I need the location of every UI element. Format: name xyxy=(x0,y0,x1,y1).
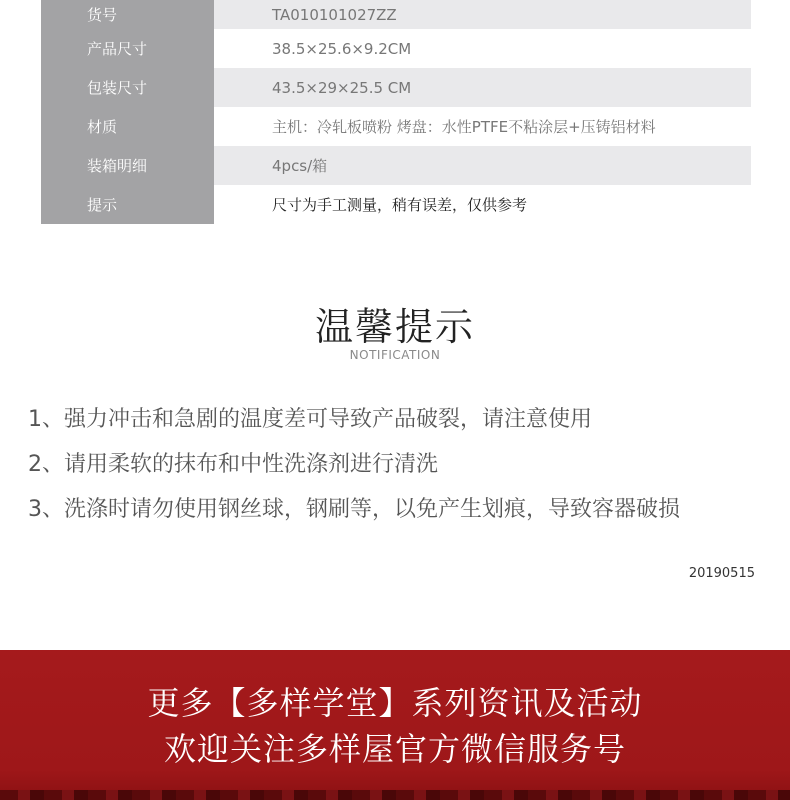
spec-table xyxy=(41,0,751,224)
spec-value: 主机：冷轧板喷粉 烤盘：水性PTFE不粘涂层+压铸铝材料 xyxy=(272,118,656,136)
spec-value: 38.5×25.6×9.2CM xyxy=(272,39,412,58)
notice-subtitle: NOTIFICATION xyxy=(349,348,441,362)
spec-label: 材质 xyxy=(41,107,214,146)
spec-label: 提示 xyxy=(41,185,214,224)
date-code: 20190515 xyxy=(688,566,755,581)
notice-list xyxy=(28,402,680,537)
spec-value: 4pcs/箱 xyxy=(272,157,328,175)
spec-row-sku xyxy=(41,0,751,29)
spec-label: 产品尺寸 xyxy=(41,29,214,68)
spec-value: TA010101027ZZ xyxy=(272,5,397,24)
spec-label: 包装尺寸 xyxy=(41,68,214,107)
list-item: 3、洗涤时请勿使用钢丝球，钢刷等，以免产生划痕，导致容器破损 xyxy=(28,497,680,522)
spec-value: 尺寸为手工测量，稍有误差，仅供参考 xyxy=(272,196,528,214)
spec-row-package-size xyxy=(41,68,751,107)
spec-label: 货号 xyxy=(41,0,214,29)
banner-line-1: 更多【多样学堂】系列资讯及活动 xyxy=(147,684,643,722)
spec-row-packing xyxy=(41,146,751,185)
banner-line-2: 欢迎关注多样屋官方微信服务号 xyxy=(163,730,626,768)
banner-decoration xyxy=(0,790,790,800)
spec-row-product-size xyxy=(41,29,751,68)
list-item: 1、强力冲击和急剧的温度差可导致产品破裂，请注意使用 xyxy=(28,407,592,432)
spec-value: 43.5×29×25.5 CM xyxy=(272,78,412,97)
spec-label: 装箱明细 xyxy=(41,146,214,185)
list-item: 2、请用柔软的抹布和中性洗涤剂进行清洗 xyxy=(28,452,438,477)
spec-row-note xyxy=(41,185,751,224)
spec-row-material xyxy=(41,107,751,146)
notice-title: 温馨提示 xyxy=(314,305,475,349)
